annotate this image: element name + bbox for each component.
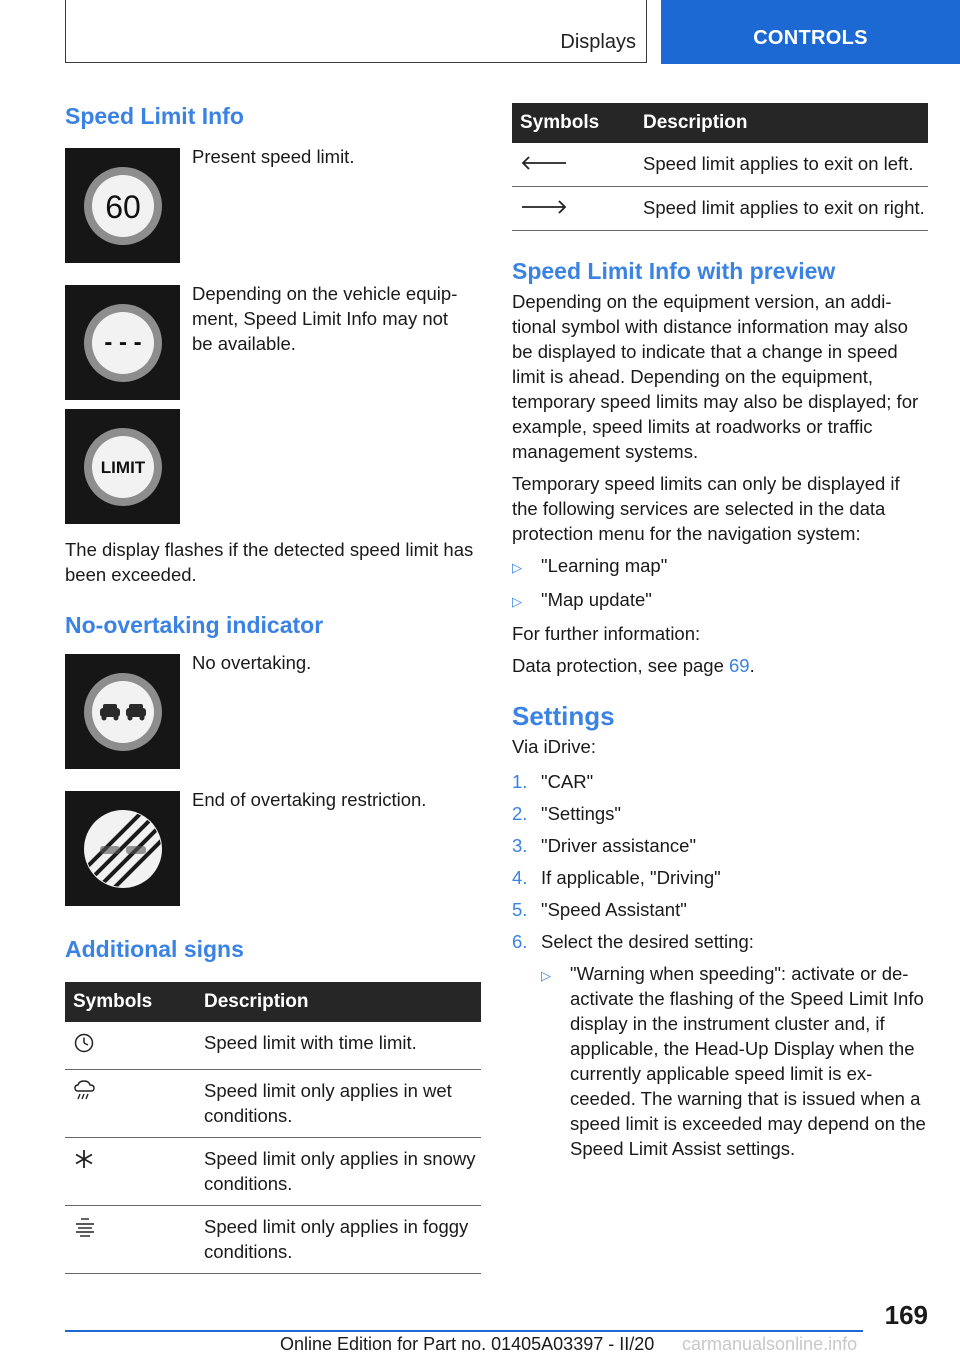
sign-row-limit bbox=[65, 409, 481, 524]
list-item bbox=[512, 769, 928, 794]
preview-paragraph-2: Temporary speed limits can only be displayed if the following services are selected in the data protection menu for the navigation system: bbox=[512, 473, 900, 544]
list-item bbox=[512, 801, 928, 826]
fog-icon bbox=[73, 1216, 97, 1238]
snowflake-icon bbox=[73, 1148, 95, 1170]
heading-no-overtaking: No-overtaking indicator bbox=[65, 612, 324, 638]
sign-value-limit: LIMIT bbox=[100, 457, 145, 477]
row-desc: Speed limit only applies in snowy conditions. bbox=[204, 1138, 481, 1206]
sign-desc-no-overtaking: No overtaking. bbox=[192, 652, 312, 673]
data-protection-label: Data protection, see page bbox=[512, 655, 730, 676]
heading-speed-limit-info: Speed Limit Info bbox=[65, 103, 244, 129]
table-header-row bbox=[512, 103, 928, 143]
exit-signs-table bbox=[512, 103, 928, 231]
step-text: If applicable, "Driving" bbox=[541, 867, 721, 888]
list-item bbox=[512, 553, 928, 580]
heading-preview: Speed Limit Info with preview bbox=[512, 258, 836, 284]
row-desc: Speed limit only applies in foggy conditions. bbox=[204, 1206, 481, 1274]
list-item-text: "Map update" bbox=[541, 589, 652, 610]
via-idrive-text: Via iDrive: bbox=[512, 736, 596, 757]
list-item-text: "Learning map" bbox=[541, 555, 668, 576]
col-symbols: Symbols bbox=[512, 103, 643, 143]
further-info-text: For further information: bbox=[512, 623, 701, 644]
data-protection-text bbox=[512, 653, 928, 678]
additional-signs-table bbox=[65, 982, 481, 1274]
step-number: 6. bbox=[512, 931, 528, 952]
speed-unknown-sign-icon bbox=[65, 285, 180, 400]
col-symbols: Symbols bbox=[65, 982, 204, 1022]
left-column bbox=[65, 100, 481, 1274]
table-row bbox=[512, 143, 928, 187]
page-number: 169 bbox=[884, 1300, 928, 1330]
table-row bbox=[65, 1206, 481, 1274]
heading-additional-signs: Additional signs bbox=[65, 936, 244, 962]
sign-desc-unavailable: Depending on the vehicle equipment, Speed Limit Info may not be available. bbox=[192, 283, 458, 354]
list-item bbox=[512, 587, 928, 614]
sign-value-60: 60 bbox=[104, 188, 141, 225]
data-protection-period: . bbox=[749, 655, 755, 676]
step-number: 2. bbox=[512, 803, 528, 824]
step-text: "CAR" bbox=[541, 771, 594, 792]
limit-sign-icon bbox=[65, 409, 180, 524]
footer-edition: Online Edition for Part no. 01405A03397 - II/20 bbox=[280, 1334, 655, 1354]
arrow-right-icon bbox=[520, 199, 568, 215]
col-description: Description bbox=[643, 103, 928, 143]
table-row bbox=[65, 1138, 481, 1206]
row-desc: Speed limit with time limit. bbox=[204, 1022, 481, 1070]
row-desc: Speed limit only applies in wet conditions. bbox=[204, 1070, 481, 1138]
page-link[interactable]: 69 bbox=[729, 655, 750, 676]
step-text: "Speed Assistant" bbox=[541, 899, 687, 920]
table-row bbox=[65, 1022, 481, 1070]
sign-desc-present: Present speed limit. bbox=[192, 146, 355, 167]
sign-row-no-overtaking bbox=[65, 654, 481, 769]
clock-icon bbox=[73, 1032, 95, 1054]
header-chapter-tab[interactable]: CONTROLS bbox=[661, 0, 960, 64]
list-item bbox=[512, 865, 928, 890]
end-no-overtaking-sign-icon bbox=[65, 791, 180, 906]
list-item bbox=[512, 833, 928, 858]
row-desc: Speed limit applies to exit on right. bbox=[643, 187, 928, 231]
services-list bbox=[512, 553, 928, 614]
sign-row-unavailable bbox=[65, 285, 481, 400]
no-overtaking-sign-icon bbox=[65, 654, 180, 769]
footer-watermark: carmanualsonline.info bbox=[682, 1334, 858, 1354]
row-desc: Speed limit applies to exit on left. bbox=[643, 143, 928, 187]
table-row bbox=[512, 187, 928, 231]
table-header-row bbox=[65, 982, 481, 1022]
arrow-left-icon bbox=[520, 155, 568, 171]
sub-list-item-text: "Warning when speeding": activate or deactivate the flashing of the Speed Limit Info display in the instrument cluster and, if applicable, the Head-Up Display when the currently applicable speed limit is exceeded. The warning that is issued when a speed limit is exceeded may depend on the Speed Limit Assist settings. bbox=[570, 963, 926, 1159]
rain-cloud-icon bbox=[73, 1080, 97, 1102]
step-number: 5. bbox=[512, 899, 528, 920]
step-text: "Driver assistance" bbox=[541, 835, 697, 856]
sign-value-dashes: - - - bbox=[103, 328, 142, 356]
step-text: "Settings" bbox=[541, 803, 621, 824]
sub-list-item bbox=[541, 961, 928, 1161]
settings-steps-list bbox=[512, 769, 928, 954]
step-number: 3. bbox=[512, 835, 528, 856]
list-item bbox=[512, 929, 928, 954]
triangle-bullet-icon: ▷ bbox=[512, 594, 522, 609]
speed-60-sign-icon bbox=[65, 148, 180, 263]
flash-text: The display flashes if the detected speed limit has been exceeded. bbox=[65, 539, 474, 585]
sign-desc-end-overtaking: End of overtaking restriction. bbox=[192, 789, 427, 810]
right-column bbox=[512, 103, 928, 1161]
sign-row-present bbox=[65, 148, 481, 263]
step-number: 4. bbox=[512, 867, 528, 888]
sign-row-end-overtaking bbox=[65, 791, 481, 906]
footer-divider bbox=[65, 1330, 863, 1332]
step-number: 1. bbox=[512, 771, 528, 792]
col-description: Description bbox=[204, 982, 481, 1022]
table-row bbox=[65, 1070, 481, 1138]
step-text: Select the desired setting: bbox=[541, 931, 754, 952]
preview-paragraph-1: Depending on the equipment version, an additional symbol with distance information may also be displayed to indicate that a change in speed limit is ahead. Depending on the equipment, temporary speed limits may also be displayed; for example, speed limits at roadworks or traffic management systems. bbox=[512, 291, 919, 462]
triangle-bullet-icon: ▷ bbox=[512, 560, 522, 575]
header-section: Displays bbox=[560, 31, 636, 53]
triangle-bullet-icon: ▷ bbox=[541, 968, 551, 983]
heading-settings: Settings bbox=[512, 701, 615, 731]
list-item bbox=[512, 897, 928, 922]
